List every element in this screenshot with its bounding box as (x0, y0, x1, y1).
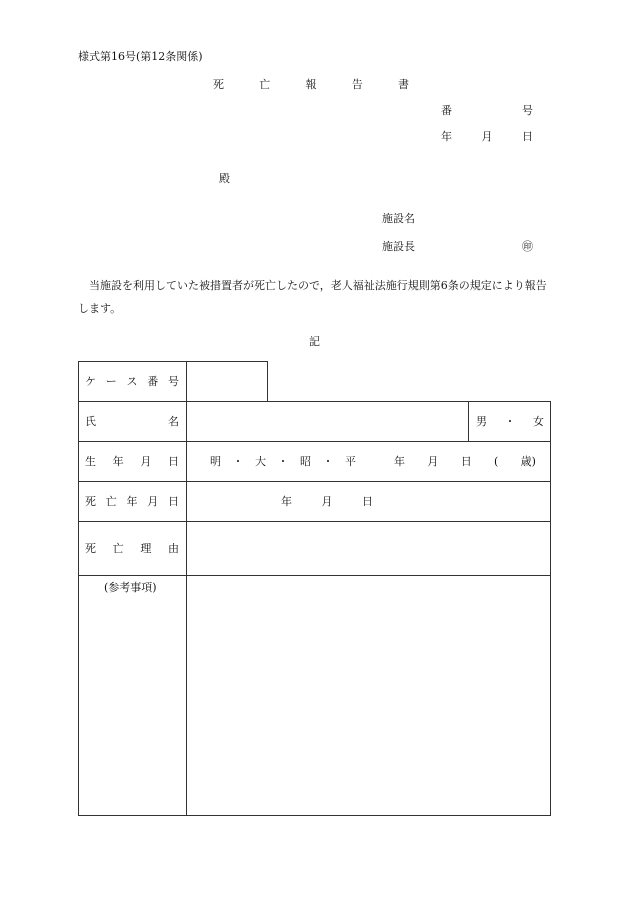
label-char: 月 (147, 495, 159, 508)
era-char: 昭 (300, 455, 311, 468)
label-char: 番 (147, 375, 159, 388)
label-char: 死 (85, 495, 96, 508)
label-char: 年 (112, 455, 124, 468)
number-label-char: 番 (441, 104, 452, 117)
date-char: 年 (281, 495, 292, 508)
label-char: 死 (85, 542, 96, 555)
label-char: ス (126, 375, 138, 388)
date-char: 月 (481, 130, 493, 143)
record-heading: 記 (309, 335, 320, 348)
era-char: ・ (277, 455, 289, 468)
label-char: 日 (168, 495, 179, 508)
date-char: 日 (362, 495, 373, 508)
table-border (78, 481, 551, 482)
gender-char: 男 (476, 415, 487, 428)
form-number: 様式第16号(第12条関係) (78, 50, 203, 63)
date-line (441, 130, 533, 144)
table-border (267, 361, 268, 402)
title-char: 書 (398, 78, 409, 91)
date-char: 年 (394, 455, 405, 468)
gender-options (476, 415, 544, 429)
birth-date-label (85, 455, 179, 469)
table-border (186, 361, 187, 816)
label-char: 名 (168, 415, 179, 428)
era-char: ・ (232, 455, 244, 468)
death-date-parts (281, 495, 373, 509)
label-char: 氏 (85, 415, 96, 428)
facility-name-label: 施設名 (382, 212, 415, 225)
label-char: ー (105, 375, 117, 388)
facility-head-label: 施設長 (382, 240, 415, 253)
document-title (213, 78, 409, 92)
date-char: 日 (460, 455, 472, 468)
addressee-honorific: 殿 (219, 172, 230, 185)
label-char: 理 (140, 542, 152, 555)
case-number-label (85, 375, 179, 389)
label-char: 号 (168, 375, 179, 388)
label-char: 月 (140, 455, 152, 468)
label-char: ケ (85, 375, 96, 388)
date-char: 月 (427, 455, 439, 468)
death-date-label (85, 495, 179, 509)
table-border (78, 401, 551, 402)
label-char: 日 (167, 455, 179, 468)
date-char: 年 (441, 130, 452, 143)
birth-era-options (210, 455, 356, 469)
date-char: 歳) (520, 455, 536, 468)
era-char: 平 (345, 455, 356, 468)
name-label (85, 415, 179, 429)
title-char: 告 (351, 78, 363, 91)
label-char: 年 (126, 495, 138, 508)
label-char: 亡 (105, 495, 117, 508)
notes-label: (参考事項) (104, 581, 157, 594)
table-border (78, 361, 79, 816)
table-border (550, 401, 551, 816)
title-char: 報 (305, 78, 317, 91)
title-char: 死 (213, 78, 224, 91)
date-char: 月 (321, 495, 333, 508)
table-border (78, 815, 551, 816)
report-statement: 当施設を利用していた被措置者が死亡したので，老人福祉法施行規則第6条の規定により報告します。 (78, 279, 547, 315)
label-char: 生 (85, 455, 96, 468)
table-border (78, 361, 268, 362)
gender-char: ・ (504, 415, 516, 428)
table-border (78, 441, 551, 442)
date-char: ( (494, 455, 499, 468)
birth-date-parts (394, 455, 536, 469)
table-border (468, 401, 469, 442)
date-char: 日 (522, 130, 533, 143)
number-label-char: 号 (522, 104, 533, 117)
era-char: 明 (210, 455, 221, 468)
seal-mark: ㊞ (522, 240, 533, 253)
table-border (78, 575, 551, 576)
title-char: 亡 (259, 78, 271, 91)
label-char: 亡 (112, 542, 124, 555)
gender-char: 女 (533, 415, 544, 428)
death-reason-label (85, 542, 179, 556)
era-char: ・ (322, 455, 334, 468)
number-line (441, 104, 533, 118)
table-border (78, 521, 551, 522)
label-char: 由 (167, 542, 179, 555)
era-char: 大 (255, 455, 266, 468)
